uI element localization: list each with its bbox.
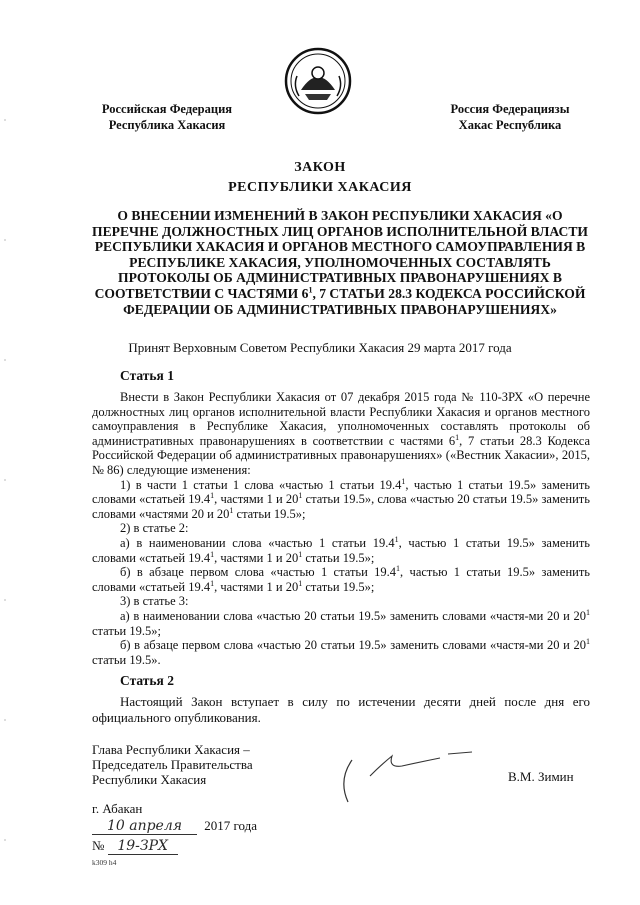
text: , частью 1 статьи 19.5» заменить словами «статьей 19.4 <box>92 565 590 594</box>
text: 1) в части 1 статьи 1 слова «частью 1 статьи 19.4 <box>120 477 402 492</box>
sup: 1 <box>455 432 460 442</box>
signatory-title <box>92 742 253 787</box>
header-right-line1: Россия Федерациязы <box>450 102 570 116</box>
coat-of-arms-emblem <box>283 46 353 116</box>
sup: 1 <box>210 549 215 559</box>
text: , частью 1 статьи 19.5» заменить словами «статьей 19.4 <box>92 535 590 565</box>
article-1-item-3: 3) в статье 3: <box>120 594 189 609</box>
sup: 1 <box>298 491 303 500</box>
text: а) в наименовании слова «частью 20 статьи 19.5» заменить словами «частя-ми 20 и 20 <box>120 608 586 623</box>
number-handwritten: 19-ЗРХ <box>108 838 178 855</box>
text: , частью 1 статьи 19.5» заменить словами «статьей 19.4 <box>92 477 590 507</box>
text: статьи 19.5». <box>92 652 161 667</box>
sup: 1 <box>586 636 590 646</box>
header-left-line1: Российская Федерация <box>101 102 233 116</box>
date-year: 2017 года <box>204 818 258 833</box>
article-1-item-2: 2) в статье 2: <box>120 521 189 536</box>
text: , частями 1 и 20 <box>214 492 299 507</box>
article-1-item-3a <box>92 609 590 638</box>
sup: 1 <box>229 505 234 515</box>
sup: 1 <box>586 607 590 617</box>
place-city: г. Абакан <box>92 801 143 816</box>
header-left-line2: Республика Хакасия <box>108 118 226 132</box>
text: , частями 1 и 20 <box>214 579 299 594</box>
sup: 1 <box>401 476 406 486</box>
sup: 1 <box>210 491 215 500</box>
subtitle-sup: 1 <box>308 285 313 295</box>
signatory-name: В.М. Зимин <box>508 769 574 784</box>
text: а) в наименовании слова «частью 1 статьи 19.4 <box>120 535 395 550</box>
article-1-item-2a <box>92 536 590 565</box>
document-code: k309 h4 <box>92 858 117 867</box>
text: статьи 19.5»; <box>92 623 161 638</box>
signatory-line2: Председатель Правительства <box>92 757 253 772</box>
law-title-republic: РЕСПУБЛИКИ ХАКАСИЯ <box>228 180 412 195</box>
article-1-item-1 <box>92 478 590 522</box>
article-1-heading: Статья 1 <box>120 368 174 383</box>
article-1-intro <box>92 390 590 478</box>
text: статьи 19.5»; <box>302 550 375 565</box>
law-number <box>92 838 178 855</box>
sup: 1 <box>298 578 303 588</box>
article-2-body <box>92 694 590 726</box>
text: б) в абзаце первом слова «частью 20 статьи 19.5» заменить словами «частя-ми 20 и 20 <box>120 638 586 653</box>
text: , частями 1 и 20 <box>214 550 299 565</box>
adoption-note: Принят Верховным Советом Республики Хакасия 29 марта 2017 года <box>128 340 512 355</box>
article-1-body <box>92 390 590 667</box>
signing-date <box>92 818 292 838</box>
article-1-item-2b <box>92 565 590 594</box>
text: б) в абзаце первом слова «частью 1 статьи 19.4 <box>120 565 397 580</box>
text: статьи 19.5»; <box>302 579 375 594</box>
sup: 1 <box>394 534 399 544</box>
number-prefix: № <box>92 838 105 853</box>
text: статьи 19.5»; <box>233 506 306 521</box>
article-2-heading: Статья 2 <box>120 673 174 688</box>
law-title: ЗАКОН <box>294 160 346 175</box>
article-2-text: Настоящий Закон вступает в силу по истечении десяти дней после дня его официального опубликования. <box>92 694 590 725</box>
text: Внести в Закон Республики Хакасия от 07 декабря 2015 года № 110-ЗРХ «О перечне должностных лиц органов исполнительной власти Республики Хакасия и органов местного самоуправления в Республике Хакасия, уполномоченных составлять протоколы об административных правонарушениях в соответствии с частями 6 <box>92 390 590 448</box>
article-1-item-3b <box>92 638 590 667</box>
header-right <box>440 101 580 133</box>
sup: 1 <box>298 549 303 559</box>
handwritten-signature <box>330 742 480 812</box>
text: статьи 19.5», слова «частью 20 статьи 19.5» заменить словами «частями 20 и 20 <box>92 492 590 521</box>
subtitle-part1: О ВНЕСЕНИИ ИЗМЕНЕНИЙ В ЗАКОН РЕСПУБЛИКИ ХАКАСИЯ «О ПЕРЕЧНЕ ДОЛЖНОСТНЫХ ЛИЦ ОРГАНОВ ИСПОЛНИТЕЛЬНОЙ ВЛАСТИ РЕСПУБЛИКИ ХАКАСИЯ И ОРГАНОВ МЕСТНОГО САМОУПРАВЛЕНИЯ В РЕСПУБЛИКЕ ХАКАСИЯ, УПОЛНОМОЧЕННЫХ СОСТАВЛЯТЬ ПРОТОКОЛЫ ОБ АДМИНИСТРАТИВНЫХ ПРАВОНАРУШЕНИЯХ В СООТВЕТСТВИИ С ЧАСТЯМИ 6 <box>92 208 588 301</box>
date-handwritten: 10 апреля <box>92 818 197 835</box>
sup: 1 <box>210 578 215 588</box>
header-right-line2: Хакас Республика <box>458 118 562 132</box>
signatory-line1: Глава Республики Хакасия – <box>92 742 250 757</box>
subtitle-part2: , 7 СТАТЬИ 28.3 КОДЕКСА РОССИЙСКОЙ ФЕДЕРАЦИИ ОБ АДМИНИСТРАТИВНЫХ ПРАВОНАРУШЕНИЯХ» <box>123 285 586 317</box>
signatory-line3: Республики Хакасия <box>92 772 207 787</box>
scan-edge-dots <box>2 0 8 905</box>
text: , 7 статьи 28.3 Кодекса Российской Федерации об административных правонарушениях» («Вестник Хакасии», 2015, № 86) следующие изменения: <box>92 433 590 477</box>
law-subtitle <box>90 208 590 317</box>
header-left <box>92 101 242 133</box>
sup: 1 <box>396 563 401 573</box>
